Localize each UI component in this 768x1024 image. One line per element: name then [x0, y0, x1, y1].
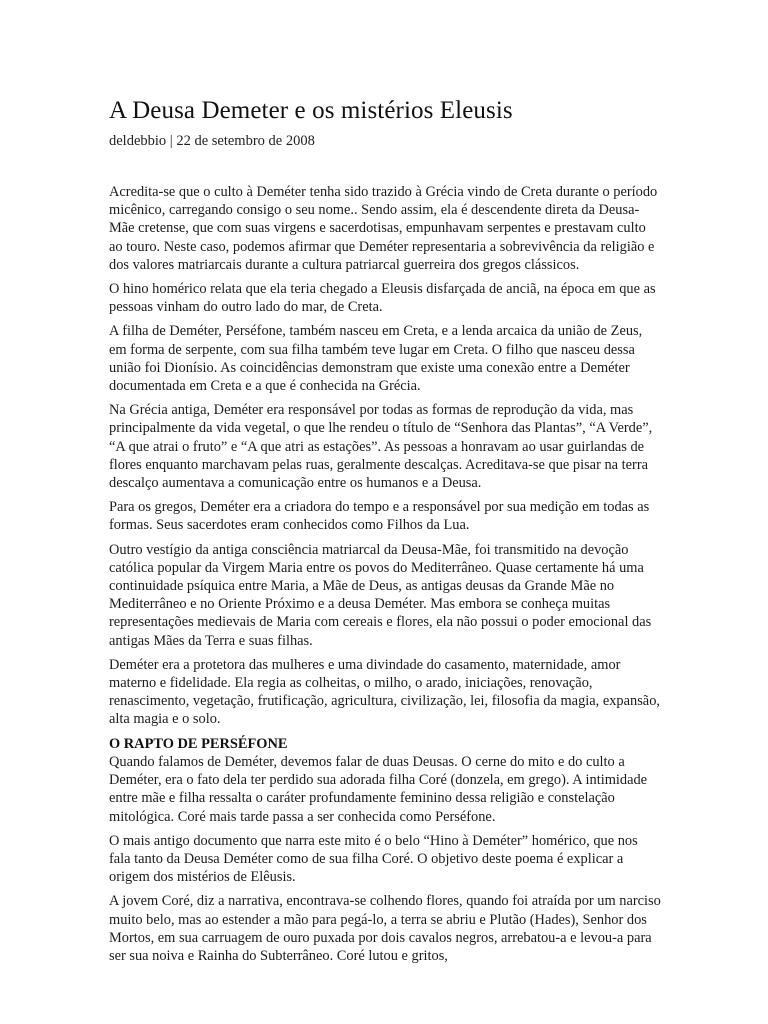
paragraph: O hino homérico relata que ela teria chegado a Eleusis disfarçada de anciã, na época em que as pessoas vinham do outro lado do mar, de Creta. [109, 281, 656, 316]
paragraph: Acredita-se que o culto à Deméter tenha sido trazido à Grécia vindo de Creta durante o período micênico, carregando consigo o seu nome.. Sendo assim, ela é descendente direta da Deusa-Mãe cretense, que com suas virgens e sacerdotisas, empunhavam serpentes e prestavam culto ao touro. Neste caso, podemos afirmar que Deméter representaria a sobrevivência da religião e dos valores matriarcais durante a cultura patriarcal guerreira dos gregos clássicos. [109, 184, 658, 273]
section-body [109, 753, 661, 965]
article-body [109, 183, 661, 729]
paragraph: Outro vestígio da antiga consciência matriarcal da Deusa-Mãe, foi transmitido na devoção católica popular da Virgem Maria entre os povos do Mediterrâneo. Quase certamente há uma continuidade psíquica entre Maria, a Mãe de Deus, as antigas deusas da Grande Mãe no Mediterrâneo e no Oriente Próximo e a deusa Deméter. Mas embora se conheça muitas representações medievais de Maria com cereais e flores, ela não possui o poder emocional das antigas Mães da Terra e suas filhas. [109, 541, 652, 649]
paragraph: Para os gregos, Deméter era a criadora do tempo e a responsável por sua medição em todas as formas. Seus sacerdotes eram conhecidos como Filhos da Lua. [109, 499, 650, 534]
section-heading: O RAPTO DE PERSÉFONE [109, 735, 288, 752]
article [109, 95, 661, 971]
paragraph: A filha de Deméter, Perséfone, também nasceu em Creta, e a lenda arcaica da união de Zeus, em forma de serpente, com sua filha também teve lugar em Creta. O filho que nasceu dessa união foi Dionísio. As coincidências demonstram que existe uma conexão entre a Deméter documentada em Creta e a que é conhecida na Grécia. [109, 323, 643, 395]
paragraph: Quando falamos de Deméter, devemos falar de duas Deusas. O cerne do mito e do culto a Deméter, era o fato dela ter perdido sua adorada filha Coré (donzela, em grego). A intimidade entre mãe e filha ressalta o caráter profundamente feminino dessa religião e constelação mitológica. Coré mais tarde passa a ser conhecida como Perséfone. [109, 753, 648, 825]
article-title: A Deusa Demeter e os mistérios Eleusis [109, 97, 513, 124]
paragraph: Na Grécia antiga, Deméter era responsável por todas as formas de reprodução da vida, mas principalmente da vida vegetal, o que lhe rendeu o título de “Senhora das Plantas”, “A Verde”, “A que atrai o fruto” e “A que atri as estações”. As pessoas a honravam ao usar guirlandas de flores enquanto marchavam pelas ruas, geralmente descalças. Acreditava-se que pisar na terra descalço aumentava a comunicação entre os humanos e a Deusa. [109, 402, 653, 492]
article-byline: deldebbio | 22 de setembro de 2008 [109, 133, 315, 149]
paragraph: O mais antigo documento que narra este mito é o belo “Hino à Deméter” homérico, que nos fala tanto da Deusa Deméter como de sua filha Coré. O objetivo deste poema é explicar a origem dos mistérios de Elêusis. [109, 832, 638, 886]
paragraph: A jovem Coré, diz a narrativa, encontrava-se colhendo flores, quando foi atraída por um narciso muito belo, mas ao estender a mão para pegá-lo, a terra se abriu e Plutão (Hades), Senhor dos Mortos, em sua carruagem de ouro puxada por dois cavalos negros, arrebatou-a e levou-a para ser sua noiva e Rainha do Subterrâneo. Coré lutou e gritos, [109, 893, 661, 964]
paragraph: Deméter era a protetora das mulheres e uma divindade do casamento, maternidade, amor materno e fidelidade. Ela regia as colheitas, o milho, o arado, iniciações, renovação, renascimento, vegetação, frutificação, agricultura, civilização, lei, filosofia da magia, expansão, alta magia e o solo. [109, 656, 660, 728]
